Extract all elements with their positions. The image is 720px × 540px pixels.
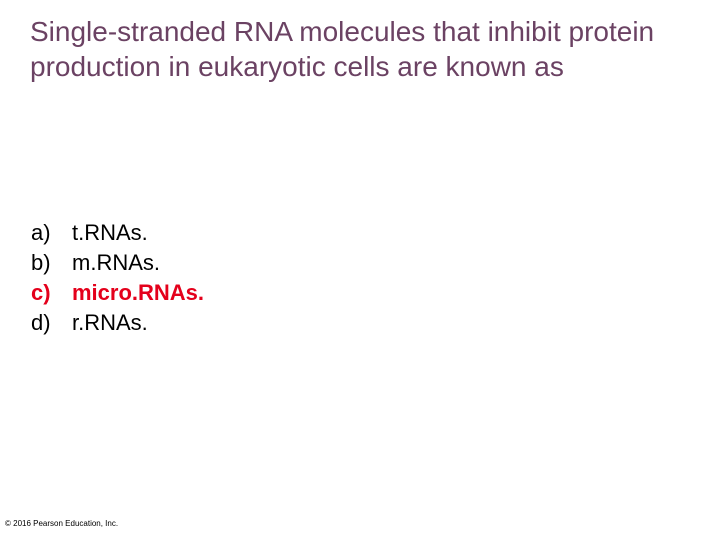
question-title: Single-stranded RNA molecules that inhibit protein production in eukaryotic cells are known as: [30, 16, 655, 82]
copyright-footer: © 2016 Pearson Education, Inc.: [5, 519, 119, 528]
option-text: t.RNAs.: [72, 220, 148, 245]
option-text: r.RNAs.: [72, 310, 148, 335]
answer-option-b: [31, 248, 204, 278]
answer-option-a: [31, 218, 204, 248]
option-letter: d): [31, 310, 51, 335]
option-text: m.RNAs.: [72, 250, 160, 275]
answer-option-d: [31, 308, 204, 338]
option-text: micro.RNAs.: [72, 280, 205, 305]
answer-options-list: [31, 218, 204, 338]
option-letter: a): [31, 220, 51, 245]
option-letter: c): [31, 280, 51, 305]
answer-option-c-correct: [31, 278, 204, 308]
option-letter: b): [31, 250, 51, 275]
